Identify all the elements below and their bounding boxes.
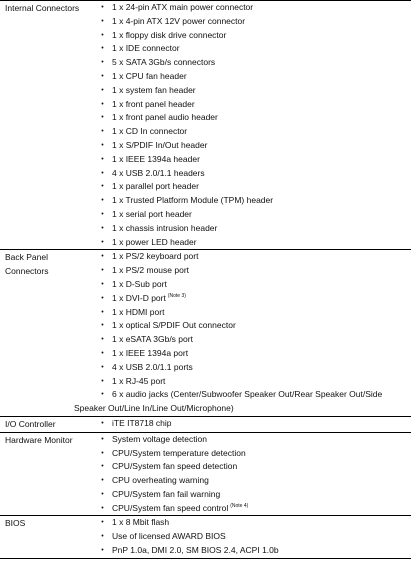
spec-item [93,502,411,516]
spec-section [0,416,411,432]
spec-item-text: 1 x HDMI port [112,306,165,317]
spec-item [93,333,411,347]
spec-section [0,432,411,516]
section-items [93,516,411,558]
section-items [93,1,411,250]
spec-item [93,544,411,558]
section-label [0,432,93,516]
spec-item-text: 1 x PS/2 keyboard port [112,251,199,262]
spec-item [93,292,411,306]
section-label-line: Hardware Monitor [5,434,73,445]
spec-item-text: 1 x chassis intrusion header [112,222,218,233]
spec-item-text: 1 x Trusted Platform Module (TPM) header [112,195,274,206]
bullet-icon: • [101,253,104,261]
spec-item-text: CPU/System fan speed detection [112,461,238,472]
spec-item-text: 1 x 8 Mbit flash [112,517,170,528]
bullet-icon: • [101,86,104,94]
bullet-icon: • [101,72,104,80]
spec-item [93,375,411,389]
spec-item [93,530,411,544]
spec-item-text: iTE IT8718 chip [112,417,172,428]
spec-item [93,194,411,208]
spec-item [93,319,411,333]
spec-item-text: 1 x serial port header [112,208,192,219]
bullet-icon: • [101,155,104,163]
spec-item-text: 1 x power LED header [112,236,197,247]
spec-item-text: 1 x parallel port header [112,181,199,192]
bullet-icon: • [101,435,104,443]
bullet-icon: • [101,419,104,427]
spec-item-text: 1 x PS/2 mouse port [112,265,190,276]
spec-item-text: 6 x audio jacks (Center/Subwoofer Speaker Out/Rear Speaker Out/Side [112,389,383,400]
bullet-icon: • [101,267,104,275]
bullet-icon: • [101,391,104,399]
spec-item-text: 1 x 24-pin ATX main power connector [112,2,254,12]
spec-item [93,222,411,236]
section-label [0,516,93,558]
spec-item [93,447,411,461]
section-label [0,1,93,250]
spec-section [0,250,411,417]
spec-item-text: 5 x SATA 3Gb/s connectors [112,57,216,68]
bullet-icon: • [101,128,104,136]
spec-item-text: 1 x 4-pin ATX 12V power connector [112,15,246,26]
spec-item [93,180,411,194]
bullet-icon: • [101,490,104,498]
section-label-line: I/O Controller [5,418,56,429]
spec-item [93,264,411,278]
spec-item [93,417,411,431]
bullet-icon: • [101,308,104,316]
spec-item [93,70,411,84]
spec-item [93,111,411,125]
bullet-icon: • [101,280,104,288]
bullet-icon: • [101,463,104,471]
bullet-icon: • [101,519,104,527]
bullet-icon: • [101,336,104,344]
spec-item [93,236,411,250]
spec-item-text: Use of licensed AWARD BIOS [112,531,226,542]
spec-item-text: CPU overheating warning [112,475,209,486]
spec-item [93,516,411,530]
spec-item-text: CPU/System temperature detection [112,447,246,458]
spec-item [93,278,411,292]
bullet-icon: • [101,294,104,302]
spec-item-text: 1 x CD In connector [112,126,188,137]
bullet-icon: • [101,169,104,177]
spec-item-text: 1 x CPU fan header [112,70,187,81]
bullet-icon: • [101,100,104,108]
spec-item [93,347,411,361]
bullet-icon: • [101,141,104,149]
bullet-icon: • [101,183,104,191]
spec-item-text: 1 x IDE connector [112,43,180,54]
section-items [93,416,411,432]
spec-item-text: 1 x RJ-45 port [112,375,166,386]
bullet-icon: • [101,477,104,485]
spec-item [93,98,411,112]
spec-item-text: 1 x eSATA 3Gb/s port [112,334,193,345]
spec-item [93,1,411,15]
spec-item [93,15,411,29]
spec-section [0,516,411,558]
spec-item-text: 1 x IEEE 1394a port [112,347,189,358]
spec-item-text: 1 x front panel header [112,98,195,109]
spec-item [93,139,411,153]
spec-item-continuation: Speaker Out/Line In/Line Out/Microphone) [74,403,234,414]
spec-item [93,306,411,320]
spec-item-text: CPU/System fan speed control [112,502,229,513]
spec-item [93,208,411,222]
bullet-icon: • [101,349,104,357]
spec-item [93,488,411,502]
spec-item [93,361,411,375]
section-label-line: Back Panel [5,252,48,263]
spec-item [93,56,411,70]
spec-item-text: 1 x D-Sub port [112,278,167,289]
note-reference: (Note 3) [167,292,186,299]
spec-item [93,125,411,139]
section-label-line: BIOS [5,518,26,529]
bullet-icon: • [101,45,104,53]
spec-item-text: 4 x USB 2.0/1.1 headers [112,167,205,178]
note-reference: (Note 4) [230,502,249,509]
spec-item [93,153,411,167]
section-items [93,432,411,516]
bullet-icon: • [101,322,104,330]
bullet-icon: • [101,224,104,232]
bullet-icon: • [101,377,104,385]
spec-section [0,1,411,250]
spec-item [93,167,411,181]
spec-item [93,84,411,98]
spec-item-text: 1 x optical S/PDIF Out connector [112,320,236,331]
spec-item-text: 1 x S/PDIF In/Out header [112,139,208,150]
spec-item [93,388,411,402]
bullet-icon: • [101,533,104,541]
bullet-icon: • [101,114,104,122]
spec-item [93,42,411,56]
section-items [74,250,411,417]
bullet-icon: • [101,238,104,246]
spec-item-text: 1 x floppy disk drive connector [112,29,227,40]
spec-item-text: CPU/System fan fail warning [112,488,221,499]
spec-item [93,250,411,264]
bullet-icon: • [101,17,104,25]
section-label-line: Internal Connectors [5,3,80,13]
bullet-icon: • [101,197,104,205]
section-label [0,416,93,432]
spec-item-text: System voltage detection [112,433,207,444]
bullet-icon: • [101,449,104,457]
spec-item [93,460,411,474]
spec-item-text: 4 x USB 2.0/1.1 ports [112,361,193,372]
bullet-icon: • [101,210,104,218]
section-label [0,250,93,417]
bullet-icon: • [101,504,104,512]
bullet-icon: • [101,4,104,11]
spec-item-text: 1 x front panel audio header [112,112,218,123]
spec-item [93,29,411,43]
spec-item [93,474,411,488]
bullet-icon: • [101,547,104,555]
bullet-icon: • [101,59,104,67]
section-label-line: Connectors [5,266,49,277]
spec-item-text: 1 x DVI-D port [112,292,166,303]
spec-item-text: 1 x IEEE 1394a header [112,153,200,164]
spec-item [93,433,411,447]
spec-item-text: 1 x system fan header [112,84,196,95]
spec-table-body [0,1,411,559]
spec-item-text: PnP 1.0a, DMI 2.0, SM BIOS 2.4, ACPI 1.0b [112,545,279,556]
bullet-icon: • [101,31,104,39]
bullet-icon: • [101,363,104,371]
